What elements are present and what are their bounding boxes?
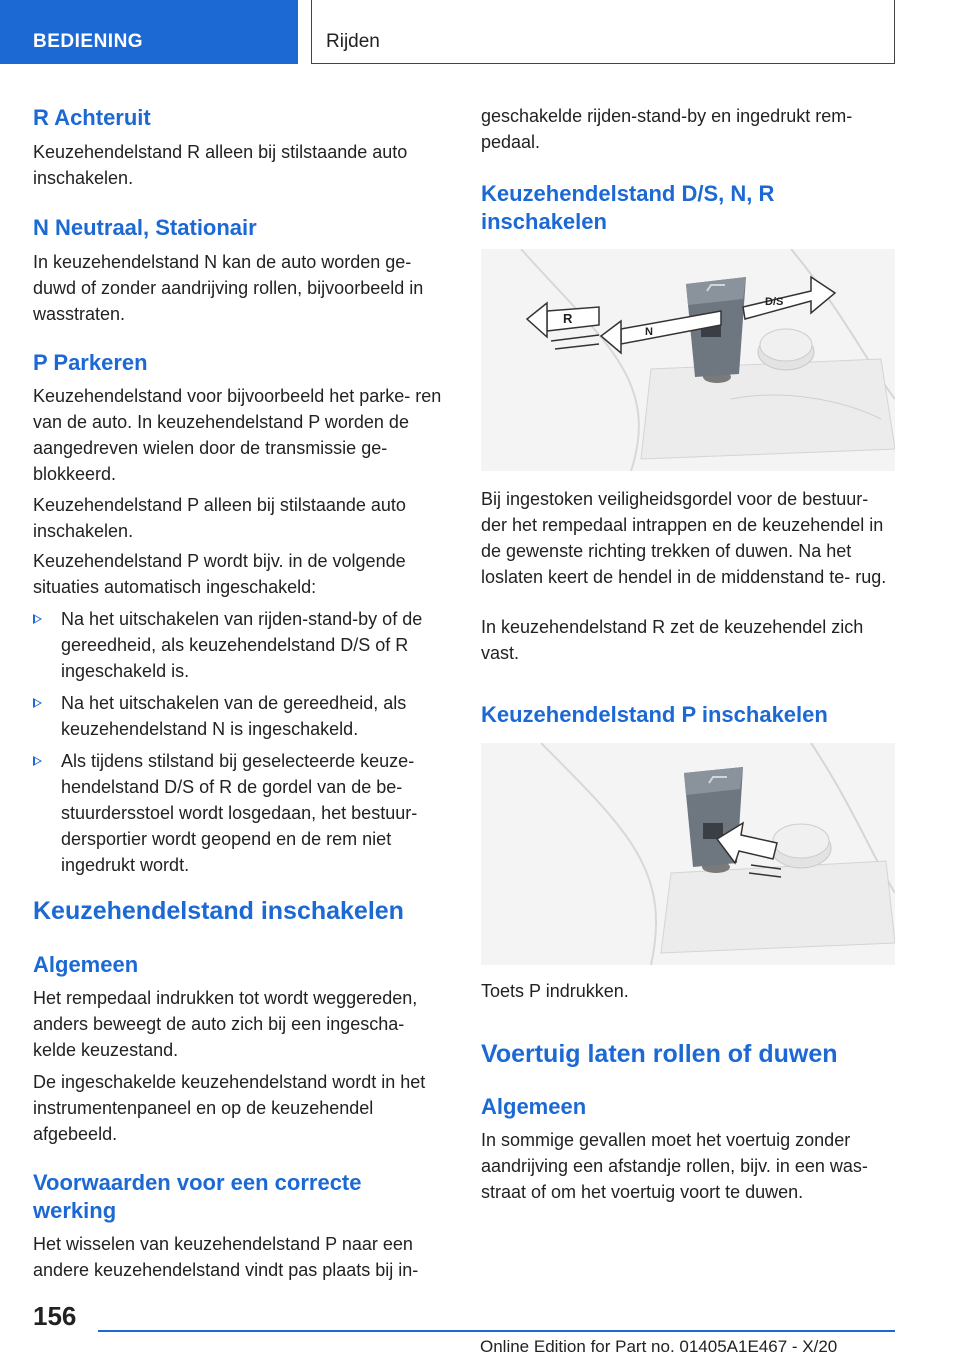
heading-dsnr-inschakelen: Keuzehendelstand D/S, N, R inschakelen [481,181,775,234]
heading-n-neutraal: N Neutraal, Stationair [33,215,257,240]
paragraph-dsnr-1: Bij ingestoken veiligheidsgordel voor de bestuur- der het rempedaal intrappen en de keuzehendel in de gewenste richting trekken of duwen. Na het loslaten keert de hendel in de middenstand te- rug. [481,489,887,587]
paragraph-p-1: Keuzehendelstand voor bijvoorbeeld het parke- ren van de auto. In keuzehendelstand P worden de aangedreven wielen door de transmissie ge- blokkeerd. [33,386,442,484]
label-ds: D/S [765,296,784,308]
heading-r-achteruit: R Achteruit [33,105,151,130]
triangle-bullet-icon [33,756,42,766]
heading-p-parkeren: P Parkeren [33,350,148,375]
paragraph-r: Keuzehendelstand R alleen bij stilstaande auto inschakelen. [33,142,408,188]
heading-voertuig-rollen: Voertuig laten rollen of duwen [481,1040,838,1068]
paragraph-continued: geschakelde rijden-stand-by en ingedrukt rem- pedaal. [481,106,853,152]
footer-edition: Online Edition for Part no. 01405A1E467 - X/20 [480,1337,838,1356]
paragraph-algemeen-2: De ingeschakelde keuzehendelstand wordt in het instrumentenpaneel en op de keuzehendel afgebeeld. [33,1072,426,1144]
paragraph-voorwaarden: Het wisselen van keuzehendelstand P naar een andere keuzehendelstand vindt pas plaats bij in- [33,1234,419,1280]
heading-p-inschakelen: Keuzehendelstand P inschakelen [481,702,828,727]
bullet-list [33,606,447,878]
section-tab[interactable]: BEDIENING [0,0,298,64]
figure-gear-selector-dsnr [481,249,895,471]
paragraph-algemeen-1: Het rempedaal indrukken tot wordt weggereden, anders beweegt de auto zich bij een ingescha- kelde keuzestand. [33,988,418,1060]
heading-algemeen-right: Algemeen [481,1094,587,1119]
heading-keuzehendelstand-inschakelen: Keuzehendelstand inschakelen [33,897,404,925]
label-n: N [645,326,653,338]
paragraph-p-2: Keuzehendelstand P alleen bij stilstaande auto inschakelen. [33,495,406,541]
paragraph-rollen: In sommige gevallen moet het voertuig zonder aandrijving een afstandje rollen, bijv. in een was- straat of om het voertuig voort te duwen. [481,1130,868,1202]
triangle-bullet-icon [33,614,42,624]
page-number: 156 [33,1301,77,1331]
list-item: Als tijdens stilstand bij geselecteerde keuze- hendelstand D/S of R de gordel van de be- stuurdersstoel wordt losgedaan, het bestuur- dersportier wordt geopend en de rem niet ingedrukt wordt. [33,748,447,878]
footer-rule [98,1330,895,1332]
gear-selector-illustration [481,249,895,471]
park-button-illustration [481,743,895,965]
heading-algemeen: Algemeen [33,952,139,977]
figure-gear-selector-p [481,743,895,965]
list-item: Na het uitschakelen van rijden-stand-by of de gereedheid, als keuzehendelstand D/S of R ingeschakeld is. [33,606,447,684]
paragraph-p-3: Keuzehendelstand P wordt bijv. in de volgende situaties automatisch ingeschakeld: [33,551,406,597]
paragraph-dsnr-2: In keuzehendelstand R zet de keuzehendel zich vast. [481,617,864,663]
paragraph-p-toets: Toets P indrukken. [481,981,629,1001]
chapter-title: Rijden [311,0,895,64]
list-item: Na het uitschakelen van de gereedheid, als keuzehendelstand N is ingeschakeld. [33,690,447,742]
triangle-bullet-icon [33,698,42,708]
heading-voorwaarden: Voorwaarden voor een correcte werking [33,1170,362,1223]
label-r: R [563,311,573,326]
paragraph-n: In keuzehendelstand N kan de auto worden ge- duwd of zonder aandrijving rollen, bijvoorbeeld in wasstraten. [33,252,424,324]
